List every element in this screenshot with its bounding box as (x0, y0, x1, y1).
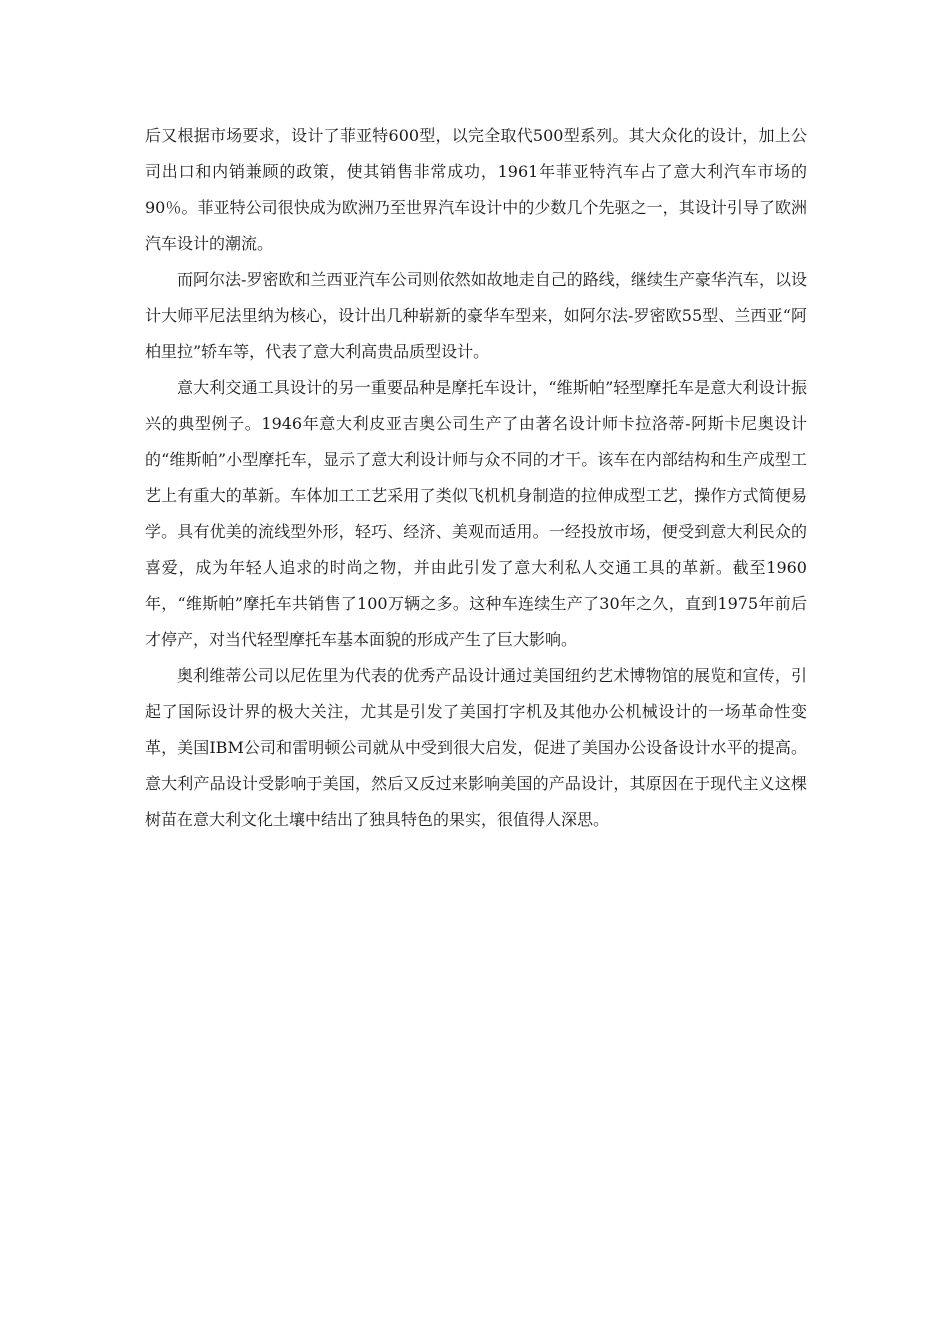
paragraph-fiat-600: 后又根据市场要求，设计了菲亚特600型，以完全取代500型系列。其大众化的设计，加上公司出口和内销兼顾的政策，使其销售非常成功，1961年菲亚特汽车占了意大利汽车市场的90％。菲亚特公司很快成为欧洲乃至世界汽车设计中的少数几个先驱之一，其设计引导了欧洲汽车设计的潮流。 (145, 126, 807, 253)
document-body (145, 118, 807, 838)
paragraph-olivetti: 奥利维蒂公司以尼佐里为代表的优秀产品设计通过美国纽约艺术博物馆的展览和宣传，引起了国际设计界的极大关注，尤其是引发了美国打字机及其他办公机械设计的一场革命性变革，美国IBM公司和雷明顿公司就从中受到很大启发，促进了美国办公设备设计水平的提高。意大利产品设计受影响于美国，然后又反过来影响美国的产品设计，其原因在于现代主义这棵树苗在意大利文化土壤中结出了独具特色的果实，很值得人深思。 (145, 666, 807, 829)
paragraph-vespa: 意大利交通工具设计的另一重要品种是摩托车设计，“维斯帕”轻型摩托车是意大利设计振兴的典型例子。1946年意大利皮亚吉奥公司生产了由著名设计师卡拉洛蒂-阿斯卡尼奥设计的“维斯帕”小型摩托车，显示了意大利设计师与众不同的才干。该车在内部结构和生产成型工艺上有重大的革新。车体加工工艺采用了类似飞机机身制造的拉伸成型工艺，操作方式简便易学。具有优美的流线型外形，轻巧、经济、美观而适用。一经投放市场，便受到意大利民众的喜爱，成为年轻人追求的时尚之物，并由此引发了意大利私人交通工具的革新。截至1960年，“维斯帕”摩托车共销售了100万辆之多。这种车连续生产了30年之久，直到1975年前后才停产，对当代轻型摩托车基本面貌的形成产生了巨大影响。 (145, 378, 807, 649)
paragraph-alfa-romeo-lancia: 而阿尔法-罗密欧和兰西亚汽车公司则依然如故地走自己的路线，继续生产豪华汽车，以设计大师平尼法里纳为核心，设计出几种崭新的豪华车型来，如阿尔法-罗密欧55型、兰西亚“阿柏里拉”轿车等，代表了意大利高贵品质型设计。 (145, 270, 807, 361)
